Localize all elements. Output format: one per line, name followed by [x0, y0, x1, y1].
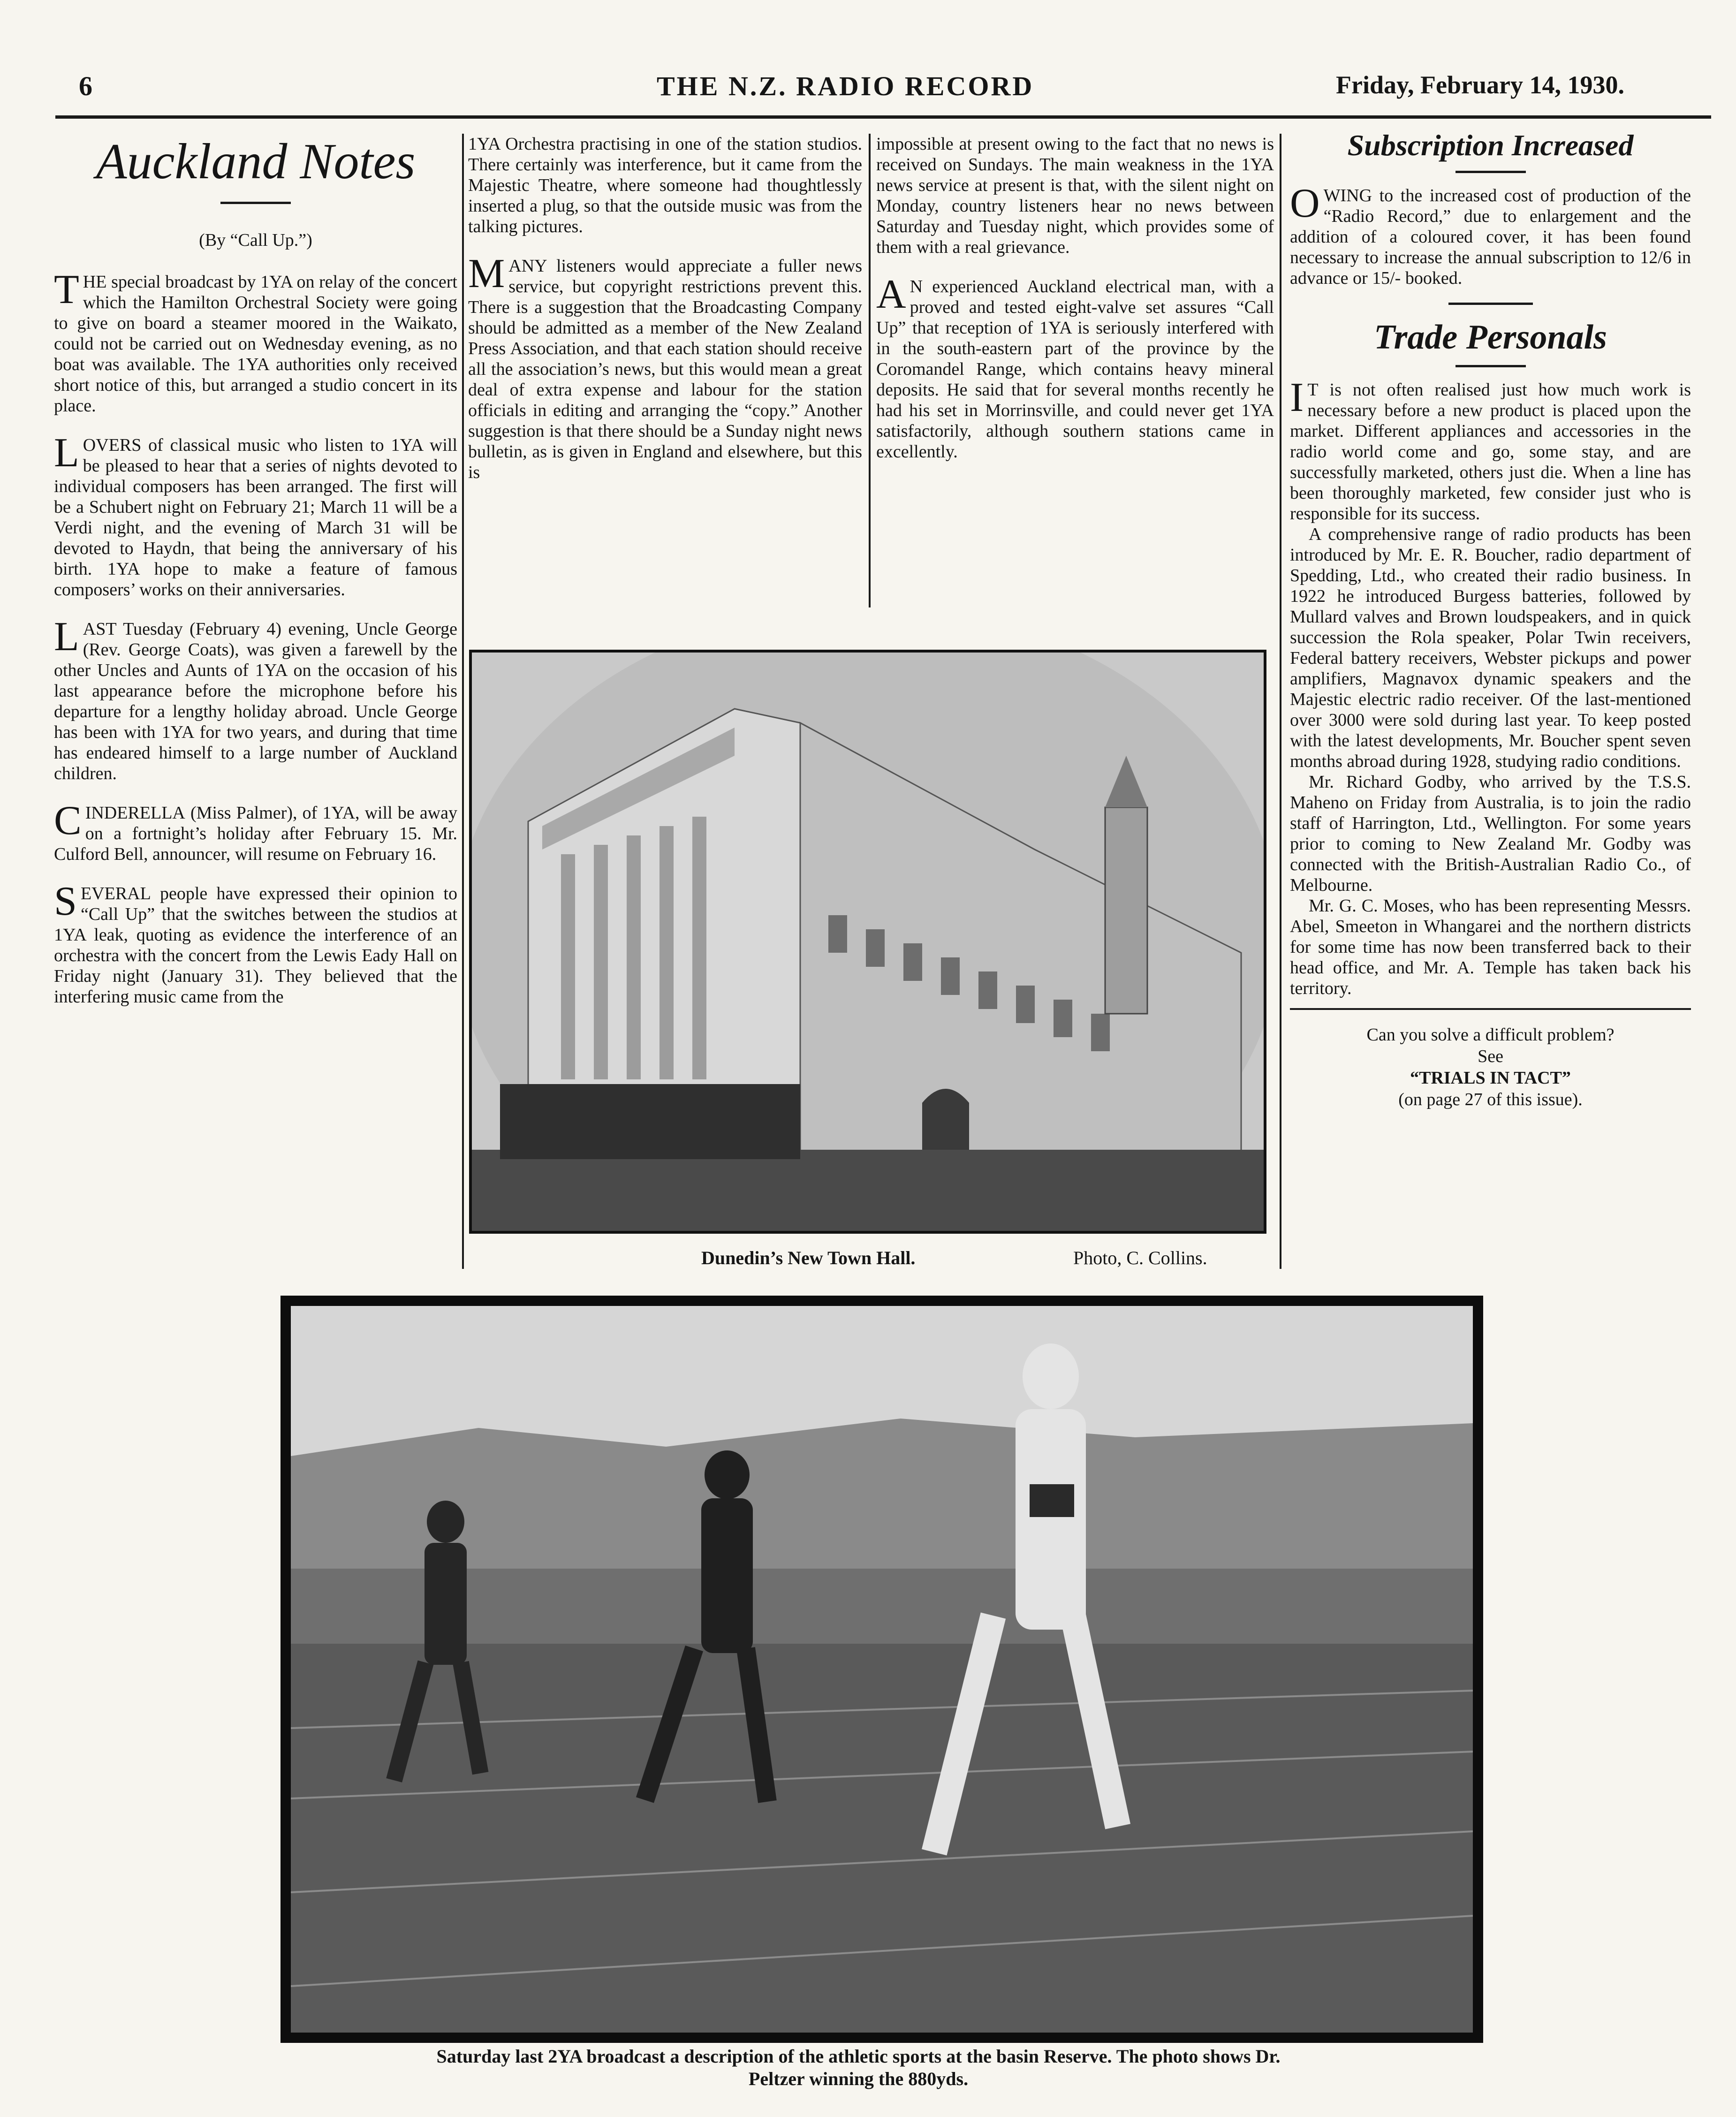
- subscription-paragraph: [1290, 181, 1691, 288]
- promo-line: See: [1478, 1047, 1503, 1066]
- town-hall-photo: [469, 650, 1266, 1234]
- drop-cap: S: [54, 879, 77, 924]
- paragraph-text: listeners would appreciate a fuller news service, but copyright restrictions prevent this. There is a suggestion that the Broadcasting Company should be admitted as a member of the New Zealand Press Association, and that each station should receive all the association’s news, but this would mean a great deal of extra expense and labour for the station officials in editing and arranging the “copy.” Another suggestion is that there should be a Sunday night news bulletin, as is given in England and elsewhere, but this is: [468, 256, 862, 482]
- auckland-notes-title: Auckland Notes: [96, 134, 416, 190]
- header-rule: [55, 115, 1711, 119]
- caption-line: Peltzer winning the 880yds.: [748, 2068, 969, 2089]
- article-paragraph: [54, 798, 457, 865]
- caption-line: Saturday last 2YA broadcast a description of the athletic sports at the basin Reserve. The photo shows Dr.: [436, 2046, 1281, 2067]
- athletics-illustration: [291, 1306, 1473, 2033]
- drop-cap: C: [54, 798, 82, 843]
- column-divider: [462, 134, 464, 1269]
- town-hall-caption: Dunedin’s New Town Hall.: [701, 1247, 916, 1268]
- drop-cap: A: [876, 272, 906, 317]
- athletics-caption: [284, 2045, 1433, 2090]
- lead-word: ANY: [508, 256, 547, 276]
- right-column: [1290, 127, 1691, 1110]
- paragraph-text: experienced Auckland electrical man, with a proved and tested eight-valve set assures “Call Up” that reception of 1YA is seriously interfered with in the south-eastern part of the province by the Coromandel Range, which contains heavy mineral deposits. He said that for several months recently he had his set in Morrinsville, and could never get 1YA satisfactorily, although southern stations came in excellently.: [876, 277, 1274, 462]
- promo-title: “TRIALS IN TACT”: [1410, 1068, 1571, 1088]
- trade-personals-title: Trade Personals: [1374, 318, 1607, 357]
- paragraph-text: impossible at present owing to the fact that no news is received on Sundays. The main weakness in the 1YA news service at present is that, with the silent night on Monday, country listeners hear no news between Saturday and Tuesday night, which provides some of them with a real grievance.: [876, 134, 1274, 257]
- section-rule: [1290, 1008, 1691, 1010]
- article-paragraph: [54, 267, 457, 416]
- drop-cap: T: [54, 267, 79, 312]
- section-rule: [1448, 303, 1533, 305]
- page-number: 6: [79, 71, 92, 101]
- paragraph-text: 1YA Orchestra practising in one of the station studios. There certainly was interference, but it came from the Majestic Theatre, where someone had thoughtlessly inserted a plug, so that the outside music was from the talking pictures.: [468, 134, 862, 236]
- paragraph-text: is not often realised just how much work is necessary before a new product is placed upon the market. Different appliances and accessories in the radio world come and go, some stay, and are successfully marketed, others just die. When a line has been thoroughly marketed, few consider just who is responsible for its success.: [1290, 380, 1691, 524]
- article-paragraph: [876, 134, 1274, 258]
- lead-word: HE: [83, 272, 107, 292]
- title-rule: [1456, 365, 1526, 367]
- drop-cap: L: [54, 614, 79, 660]
- masthead: THE N.Z. RADIO RECORD: [657, 71, 1034, 101]
- title-rule: [1456, 171, 1526, 173]
- article-paragraph: [468, 134, 862, 237]
- paragraph-text: special broadcast by 1YA on relay of the concert which the Hamilton Orchestral Society were going to give on board a steamer moored in the Waikato, could not be carried out on Wednesday evening, as no boat was available. The 1YA authorities only received short notice of this, but arranged a studio concert in its place.: [54, 272, 457, 416]
- lead-word: OVERS: [83, 435, 142, 455]
- auckland-notes-column: [54, 131, 457, 1026]
- article-paragraph: [54, 614, 457, 784]
- drop-cap: O: [1290, 181, 1320, 226]
- drop-cap: L: [54, 430, 79, 476]
- paragraph-text: (Miss Palmer), of 1YA, will be away on a fortnight’s holiday after February 15. Mr. Culford Bell, announcer, will resume on February 16.: [54, 803, 457, 864]
- trade-paragraph: Mr. Richard Godby, who arrived by the T.S.S. Maheno on Friday from Australia, is to join the radio staff of Harrington, Ltd., Wellington. For some years prior to coming to New Zealand Mr. Godby was connected with the British-Australian Radio Co., of Melbourne.: [1290, 772, 1691, 895]
- lead-word: WING: [1323, 186, 1372, 205]
- drop-cap: I: [1290, 375, 1304, 420]
- athletics-photo: [280, 1296, 1483, 2043]
- paragraph-text: people have expressed their opinion to “Call Up” that the switches between the studios at 1YA leak, quoting as evidence the interference of an orchestra with the concert from the Lewis Eady Hall on Friday night (January 31). They believed that the interfering music came from the: [54, 884, 457, 1007]
- lead-word: AST: [83, 619, 117, 639]
- news-service-column: [876, 134, 1274, 481]
- lead-word: T: [1307, 380, 1319, 400]
- lead-word: N: [910, 277, 923, 296]
- trade-paragraph: A comprehensive range of radio products has been introduced by Mr. E. R. Boucher, radio department of Spedding, Ltd., who created their radio business. In 1922 he introduced Burgess batteries, followed by Mullard valves and Brown loudspeakers, and in quick succession the Rola speaker, Polar Twin receivers, Federal battery receivers, Webster pickups and power amplifiers, Magnavox dynamic speakers and the Majestic electric radio receiver. Of the last-mentioned over 3000 were sold during last year. To keep posted with the latest developments, Mr. Boucher spent seven months abroad during 1928, studying radio conditions.: [1290, 524, 1691, 771]
- article-paragraph: [54, 430, 457, 600]
- lead-word: INDERELLA: [85, 803, 185, 823]
- paragraph-text: to the increased cost of production of the “Radio Record,” due to enlargement and the addition of a coloured cover, it has been found necessary to increase the annual subscription to 12/6 in advance or 15/- booked.: [1290, 186, 1691, 288]
- promo-line: (on page 27 of this issue).: [1398, 1090, 1583, 1109]
- byline: (By “Call Up.”): [199, 230, 312, 250]
- lead-word: EVERAL: [80, 884, 151, 903]
- trade-paragraph: [1290, 375, 1691, 524]
- promo-line: Can you solve a difficult problem?: [1366, 1025, 1615, 1045]
- column-divider: [869, 134, 871, 607]
- paragraph-text: Tuesday (February 4) evening, Uncle George (Rev. George Coats), was given a farewell by the other Uncles and Aunts of 1YA on the occasion of his last appearance before the microphone before his departure for a lengthy holiday abroad. Uncle George has been with 1YA for two years, and during that time has endeared himself to a large number of Auckland children.: [54, 619, 457, 783]
- title-rule: [220, 202, 291, 204]
- trade-paragraph: Mr. G. C. Moses, who has been representing Messrs. Abel, Smeeton in Whangarei and the northern districts for some time has now been transferred back to their head office, and Mr. A. Temple has taken back his territory.: [1290, 896, 1691, 998]
- town-hall-illustration: [472, 653, 1264, 1231]
- article-paragraph: [468, 251, 862, 483]
- promo-box: [1290, 1024, 1691, 1110]
- photo-credit: Photo, C. Collins.: [1073, 1247, 1207, 1268]
- article-paragraph: [54, 879, 457, 1007]
- subscription-title: Subscription Increased: [1347, 129, 1634, 162]
- issue-date: Friday, February 14, 1930.: [1336, 71, 1624, 99]
- drop-cap: M: [468, 251, 505, 296]
- article-paragraph: [876, 272, 1274, 462]
- continued-column: [468, 134, 862, 501]
- column-divider: [1280, 134, 1281, 1269]
- paragraph-text: of classical music who listen to 1YA will be pleased to hear that a series of nights devoted to individual composers has been arranged. The first will be a Schubert night on February 21; March 11 will be a Verdi night, and the evening of March 31 will be devoted to Haydn, that being the anniversary of his birth. 1YA hope to make a feature of famous composers’ works on their anniversaries.: [54, 435, 457, 599]
